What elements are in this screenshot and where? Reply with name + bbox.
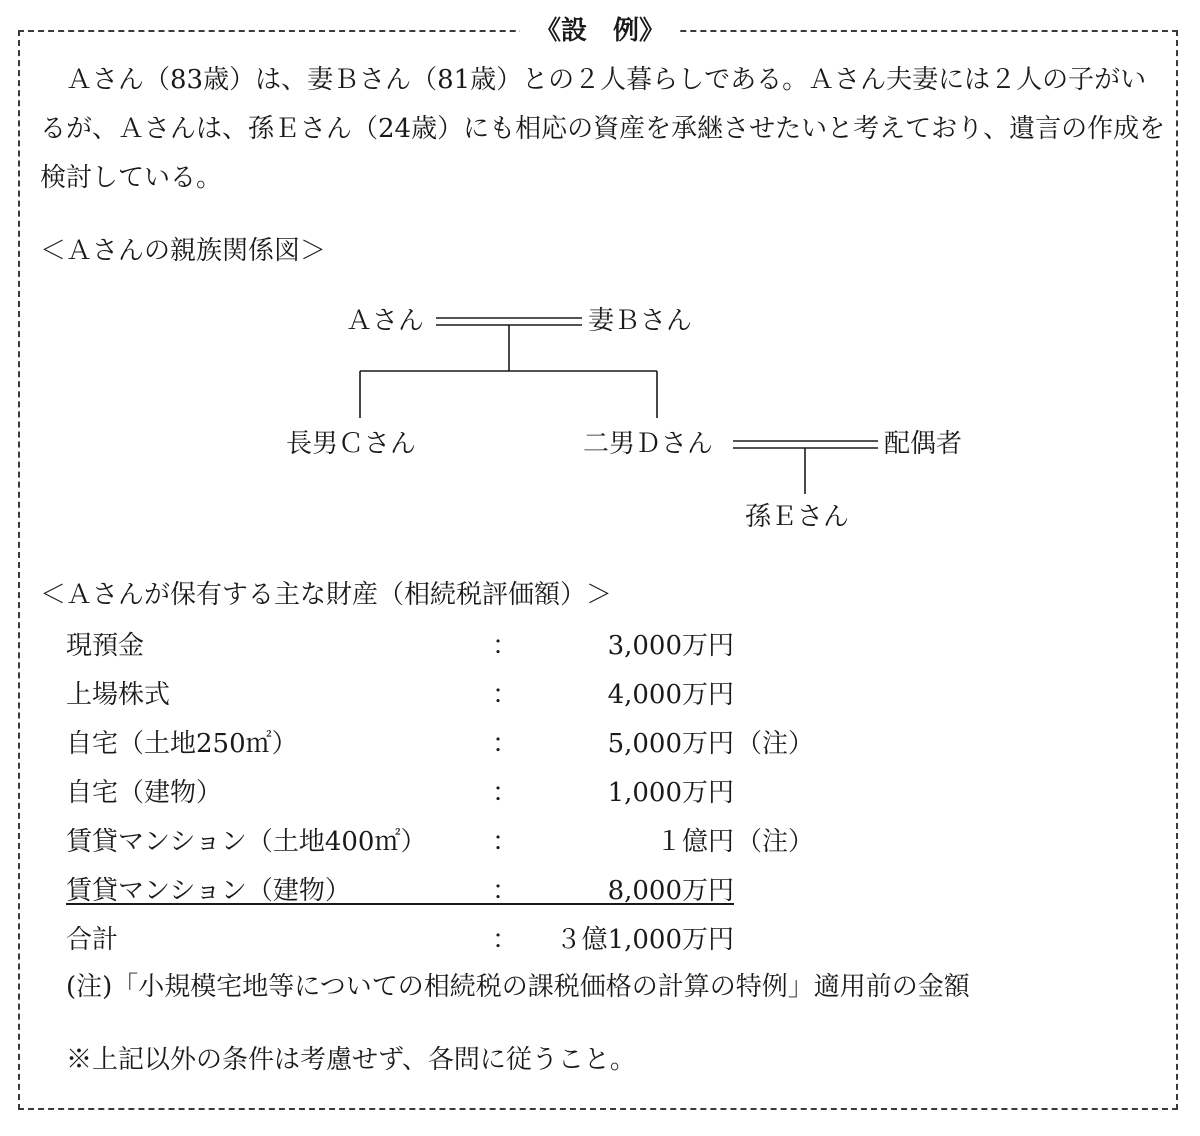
asset-colon: ：	[492, 729, 519, 759]
asset-label: 上場株式	[66, 680, 171, 710]
asset-amount: 5,000万円	[607, 729, 734, 759]
closing-note: ※上記以外の条件は考慮せず、各問に従うこと。	[66, 1045, 636, 1075]
asset-amount: １億円	[655, 827, 734, 857]
person-d-second-son: 二男Ｄさん	[583, 429, 714, 459]
asset-total-row	[66, 920, 734, 960]
assets-footnote: (注)「小規模宅地等についての相続税の課税価格の計算の特例」適用前の金額	[66, 972, 970, 1002]
asset-row	[66, 773, 734, 813]
total-underline	[66, 903, 734, 905]
asset-label: 賃貸マンション（土地400㎡）	[66, 827, 427, 857]
asset-amount: 1,000万円	[607, 778, 734, 808]
total-label: 合計	[66, 925, 119, 955]
asset-colon: ：	[492, 876, 519, 906]
asset-label: 賃貸マンション（建物）	[66, 876, 351, 906]
example-title: 《設 例》	[520, 14, 680, 48]
asset-colon: ：	[492, 680, 519, 710]
asset-label: 自宅（建物）	[66, 778, 223, 808]
asset-row	[66, 626, 734, 666]
asset-row	[66, 724, 815, 764]
asset-colon: ：	[492, 925, 519, 955]
asset-label: 自宅（土地250㎡）	[66, 729, 298, 759]
asset-row	[66, 822, 815, 862]
asset-amount: 8,000万円	[607, 876, 734, 906]
total-amount: ３億1,000万円	[555, 925, 734, 955]
asset-amount: 4,000万円	[607, 680, 734, 710]
asset-note: （注）	[736, 827, 815, 857]
person-d-spouse: 配偶者	[884, 429, 963, 459]
asset-row	[66, 675, 734, 715]
person-e-grandchild: 孫Ｅさん	[745, 502, 850, 532]
asset-colon: ：	[492, 631, 519, 661]
person-c-eldest-son: 長男Ｃさん	[286, 429, 417, 459]
assets-heading: ＜Ａさんが保有する主な財産（相続税評価額）＞	[40, 580, 613, 610]
family-tree-heading: ＜Ａさんの親族関係図＞	[40, 236, 327, 266]
asset-note: （注）	[736, 729, 815, 759]
asset-row	[66, 871, 734, 911]
person-b-wife: 妻Ｂさん	[588, 306, 693, 336]
asset-label: 現預金	[66, 631, 145, 661]
person-a: Ａさん	[346, 306, 425, 336]
asset-amount: 3,000万円	[607, 631, 734, 661]
asset-colon: ：	[492, 827, 519, 857]
asset-colon: ：	[492, 778, 519, 808]
intro-paragraph: Ａさん（83歳）は、妻Ｂさん（81歳）との２人暮らしである。Ａさん夫妻には２人の子がいるが、Ａさんは、孫Ｅさん（24歳）にも相応の資産を承継させたいと考えており、遺言の作成を検討している。	[40, 65, 1166, 193]
